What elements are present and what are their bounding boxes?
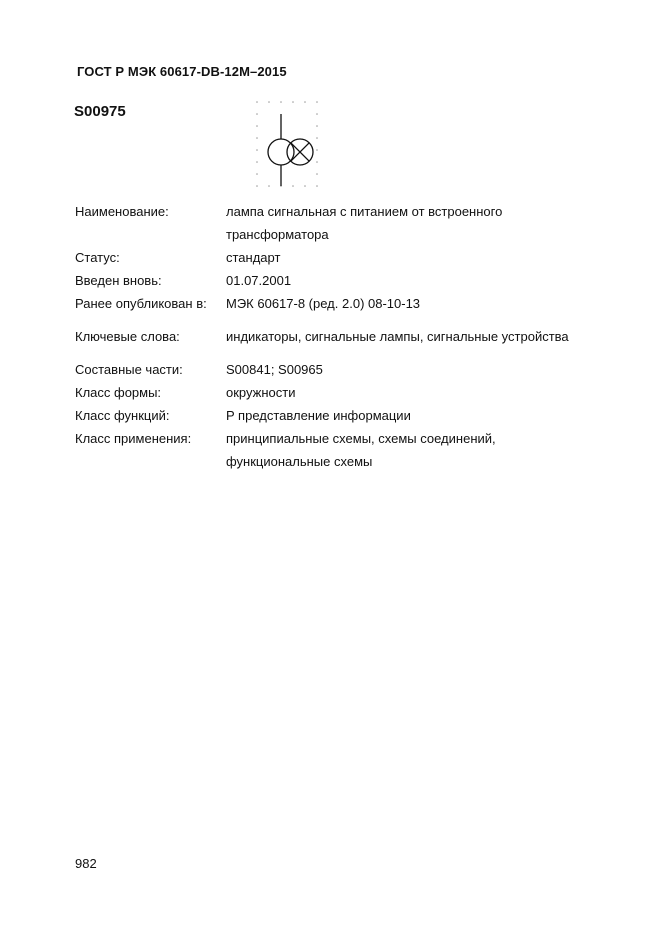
field-label: Класс формы: xyxy=(75,385,162,400)
field-value: S00841; S00965 xyxy=(226,362,323,377)
field-value: P представление информации xyxy=(226,408,411,423)
field-value: окружности xyxy=(226,385,296,400)
field-value: МЭК 60617-8 (ред. 2.0) 08-10-13 xyxy=(226,296,421,311)
field-value: принципиальные схемы, схемы соединений, xyxy=(226,431,496,446)
field-label: Наименование: xyxy=(75,204,169,219)
signal-lamp-transformer-symbol-icon xyxy=(250,96,330,196)
field-label: Ключевые слова: xyxy=(75,329,180,344)
page-number: 982 xyxy=(75,856,97,871)
symbol-code: S00975 xyxy=(74,103,126,120)
field-value: функциональные схемы xyxy=(226,454,373,469)
field-label: Статус: xyxy=(75,250,120,265)
field-value: индикаторы, сигнальные лампы, сигнальные устройства xyxy=(226,329,569,344)
document-header: ГОСТ Р МЭК 60617-DB-12M–2015 xyxy=(77,64,287,79)
field-value: трансформатора xyxy=(226,227,329,242)
field-label: Класс функций: xyxy=(75,408,170,423)
field-label: Ранее опубликован в: xyxy=(75,296,207,311)
field-value: 01.07.2001 xyxy=(226,273,292,288)
field-label: Введен вновь: xyxy=(75,273,162,288)
field-value: лампа сигнальная с питанием от встроенного xyxy=(226,204,503,219)
field-label: Составные части: xyxy=(75,362,183,377)
field-value: стандарт xyxy=(226,250,281,265)
field-label: Класс применения: xyxy=(75,431,192,446)
